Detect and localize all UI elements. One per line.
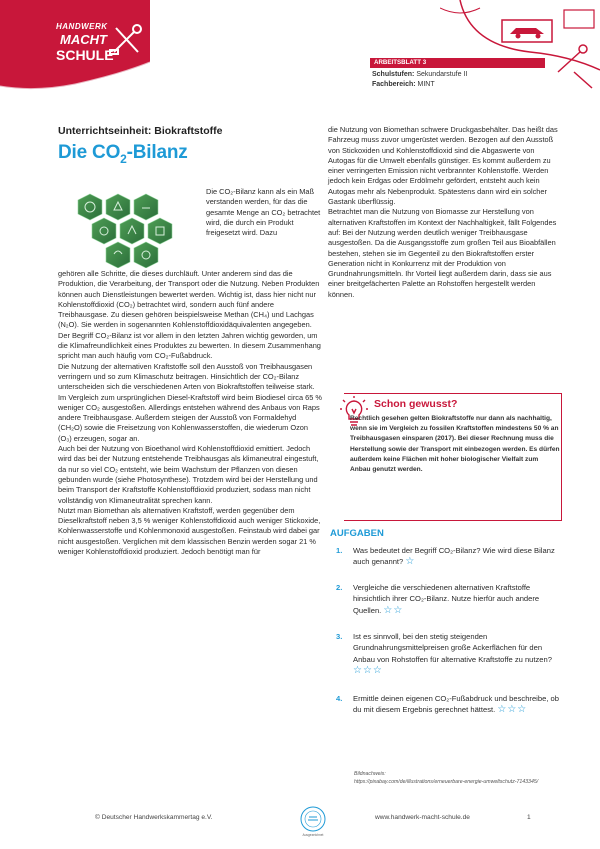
seal-caption: Ausgezeichnet bbox=[302, 833, 324, 837]
difficulty-stars-icon: ☆☆☆ bbox=[497, 704, 528, 716]
fachbereich-label: Fachbereich: bbox=[372, 80, 416, 88]
logo-line1: HANDWERK bbox=[56, 22, 108, 31]
body-text-column-2: die Nutzung von Biomethan schwere Druckgasbehälter. Das heißt das Fahrzeug muss zuvor umgerüstet werden. Bezogen auf den Ausstoß von Stickoxiden und Kohlenstoffdioxid sind die Abgaswerte von Autogas für die Umwelt ebenfalls günstiger. Es kommt außerdem zu einer verringerten Emission nicht verbrannter Kohlenstoffe. Werden jedoch kein Erdgas oder Erdölmehr gefördert, entsteht auch kein Autogas mehr als Nebenprodukt. Spätestens dann wird ein solcher Gastank überflüssig. Betrachtet man die Nutzung von Biomasse zur Herstellung von alternativen Kraftstoffen im Kontext der Nachhaltigkeit, fällt Folgendes auf: Bei der Nutzung werden deutlich weniger Treibhausgase ausgestoßen. Da die Ausgangsstoffe zum großen Teil aus Bioabfällen bestehen, stehen sie im Gegenteil zu den Biokraftstoffen erster Generation nicht in Konkurrenz mit der Produktion von Grundnahrungsmitteln. Ihr Vorteil liegt außerdem darin, dass sie aus einer breitgefächerten Palette an Rohstoffen hergestellt werden können. bbox=[328, 125, 558, 299]
task-number: 3. bbox=[336, 632, 343, 641]
hexagon-energy-icon bbox=[62, 188, 202, 268]
difficulty-stars-icon: ☆☆ bbox=[383, 604, 404, 616]
info-box-title: Schon gewusst? bbox=[374, 398, 458, 410]
unit-title: Unterrichtseinheit: Biokraftstoffe bbox=[58, 125, 223, 137]
title-end: -Bilanz bbox=[126, 142, 188, 163]
difficulty-stars-icon: ☆☆☆ bbox=[353, 664, 383, 676]
task-item-4 bbox=[337, 693, 565, 716]
page-number: 1 bbox=[527, 814, 531, 821]
task-item-1 bbox=[337, 545, 565, 568]
task-item-2 bbox=[337, 582, 565, 616]
title-sub: 2 bbox=[120, 151, 127, 166]
credit-url[interactable]: https://pixabay.com/de/illustrations/erneuerbare-energie-umweltschutz-7143345/ bbox=[354, 779, 539, 785]
task-text: Was bedeutet der Begriff CO₂-Bilanz? Wie wird diese Bilanz auch genannt? bbox=[353, 546, 555, 567]
body-text-column-1: gehören alle Schritte, die dieses durchläuft. Unter anderem sind das die Produktion, die Verarbeitung, der Transport oder die Nutzung. Neben Produkten können auch Dienstleistungen bewertet werden. Wichtig ist, dass hier nicht nur Kohlenstoffdioxid (CO₂) betrachtet wird, sondern auch fünf andere Treibhausgase. Zu diesen gehören beispielsweise Methan (CH₄) und Lachgas (N₂O). Sie werden in sogenannten Kohlenstoffdioxidäquivalenten angegeben. Der Begriff CO₂-Bilanz ist vor allem in den letzten Jahren wichtig geworden, um die Klimafreundlichkeit eines Produktes zu bewerten. In diesem Zusammenhang spricht man auch häufig vom CO₂-Fußabdruck. Die Nutzung der alternativen Kraftstoffe soll den Ausstoß von Treibhausgasen verringern und so zum Klimaschutz beitragen. Hinsichtlich der CO₂-Bilanz unterscheiden sich die verschiedenen Arten von Biokraftstoffen teilweise stark. Im Vergleich zum ursprünglichen Diesel-Kraftstoff wird beim Biodiesel circa 65 % weniger CO₂ ausgestoßen. Allerdings entstehen während des Anbaus von Raps andere Treibhausgase. Außerdem steigen der Ausstoß von Formaldehyd (CH₂O) sowie die Freisetzung von Kohlenwasserstoffen, die wiederum Ozon (O₃) erzeugen, sogar an. Auch bei der Nutzung von Bioethanol wird Kohlenstoffdioxid emittiert. Jedoch wird das bei der Nutzung entstehende Treibhausgas als klimaneutral eingestuft, da nur so viel CO₂ entsteht, wie beim Wachstum der Pflanzen von diesen gebunden wurde (siehe Photosynthese). Trotzdem wird bei der Herstellung und beim Transport der Kraftstoffe Kohlenstoffdioxid produziert, sodass man nicht vollständig von Klimaneutralität sprechen kann. Nutzt man Biomethan als alternativen Kraftstoff, werden gegenüber dem Dieselkraftstoff neben 3,5 % weniger Kohlenstoffdioxid auch weniger Stickoxide, Kohlenwasserstoffe und Kohlenmonoxid ausgestoßen. Feinstaub wird dabei gar nicht ausgestoßen. Verglichen mit dem klassischen Benzin werden sogar 21 % weniger Kohlenstoffdioxid produziert. Jedoch benötigt man für bbox=[58, 269, 322, 557]
schulstufen-label: Schulstufen: bbox=[372, 71, 415, 78]
footer-url[interactable]: www.handwerk-macht-schule.de bbox=[375, 814, 470, 821]
task-text: Vergleiche die verschiedenen alternativen Kraftstoffe hinsichtlich ihrer CO₂-Bilanz. Nutze hierfür auch andere Quellen. bbox=[353, 583, 540, 615]
task-text: Ist es sinnvoll, bei den stetig steigenden Grundnahrungsmittelpreisen große Ackerflächen für den Anbau von Rohstoffen für alternative Kraftstoffe zu nutzen? bbox=[353, 632, 552, 664]
body-text-intro: Die CO₂-Bilanz kann als ein Maß verstanden werden, für das die gesamte Menge an CO₂ betrachtet wird, die durch ein Produkt freigesetzt wird. Dazu bbox=[206, 187, 321, 238]
info-box-text: Rechtlich gesehen gelten Biokraftstoffe nur dann als nachhaltig, wenn sie im Vergleich zu fossilen Kraftstoffen mindestens 50 % an Treibhausgasen einsparen (2017). Bei dieser Rechnung muss die Herstellung sowie der Transport mit einbezogen werden. Es dürfen außerdem keine Flächen mit hoher biologischer Vielfalt zum Anbau genutzt werden. bbox=[350, 415, 560, 474]
schulstufen-value: Sekundarstufe II bbox=[416, 71, 468, 78]
tasks-heading: AUFGABEN bbox=[330, 528, 384, 539]
task-number: 4. bbox=[336, 694, 343, 703]
difficulty-stars-icon: ☆ bbox=[405, 556, 416, 568]
task-text: Ermittle deinen eigenen CO₂-Fußabdruck und beschreibe, ob du mit diesem Ergebnis gerechnet hättest. bbox=[353, 694, 559, 715]
logo-line3: SCHULE bbox=[56, 47, 114, 63]
sheet-meta bbox=[372, 70, 467, 89]
title-main: Die CO bbox=[58, 142, 121, 163]
task-item-3 bbox=[337, 631, 565, 676]
task-number: 2. bbox=[336, 583, 343, 592]
tools-icon bbox=[108, 22, 146, 60]
credit-label: Bildnachweis: bbox=[354, 771, 386, 777]
car-icon bbox=[502, 20, 552, 42]
sheet-label: ARBEITSBLATT 3 bbox=[370, 58, 545, 68]
image-credit bbox=[354, 770, 564, 786]
seal-icon bbox=[300, 806, 326, 832]
task-number: 1. bbox=[336, 546, 343, 555]
logo bbox=[0, 0, 150, 92]
footer-copyright: © Deutscher Handwerkskammertag e.V. bbox=[95, 814, 213, 821]
fachbereich-value: MINT bbox=[417, 80, 435, 88]
page-title bbox=[58, 142, 188, 166]
logo-line2: MACHT bbox=[60, 32, 107, 47]
